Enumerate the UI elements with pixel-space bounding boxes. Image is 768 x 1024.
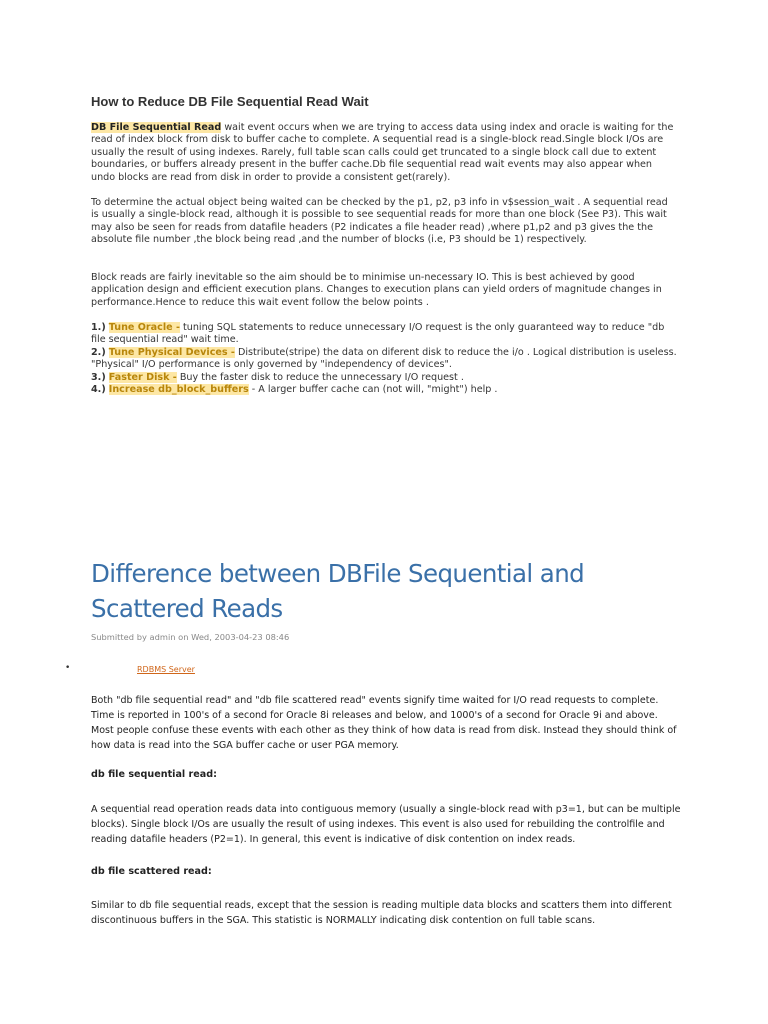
point-label: Increase db_block_buffers	[108, 384, 249, 396]
point-label: Tune Oracle -	[108, 322, 180, 333]
paragraph-intro	[91, 122, 678, 184]
section-heading: Difference between DBFile Sequential and Scattered Reads	[91, 559, 585, 623]
scattered-read-text: Similar to db file sequential reads, except that the session is reading multiple data blocks and scatters them into different discontinuous buffers in the SGA. This statistic is NORMALLY indicating disk contention on full table scans.	[91, 900, 672, 926]
point-text: tuning SQL statements to reduce unnecessary I/O request is the only guaranteed way to reduce "db file sequential read" wait time.	[91, 322, 665, 346]
category-tag-link[interactable]: RDBMS Server	[137, 665, 195, 674]
tuning-point	[91, 372, 678, 384]
point-number: 3.)	[91, 371, 106, 383]
point-label: Faster Disk -	[108, 371, 177, 383]
submitted-meta: Submitted by admin on Wed, 2003-04-23 08:46	[91, 632, 290, 642]
point-text: - A larger buffer cache can (not will, "might") help .	[248, 384, 498, 396]
sequential-read-text: A sequential read operation reads data into contiguous memory (usually a single-block read with p3=1, but can be multiple blocks). Single block I/Os are usually the result of using indexes. This event is also used for rebuilding the controlfile and reading datafile headers (P2=1). In general, this event is indicative of disk contention on index reads.	[91, 804, 681, 845]
article-title: How to Reduce DB File Sequential Read Wait	[91, 94, 369, 109]
tuning-point	[91, 384, 678, 396]
paragraph-determine-text: To determine the actual object being waited can be checked by the p1, p2, p3 info in v$session_wait . A sequential read is usually a single-block read, although it is possible to see sequential reads for more than one block (See P3). This wait may also be seen for reads from datafile headers (P2 indicates a file header read) ,where p1,p2 and p3 gives the the absolute file number ,the block being read ,and the number of blocks (i.e, P3 should be 1) respectively.	[91, 197, 668, 246]
scattered-read-heading: db file scattered read:	[91, 866, 212, 877]
paragraph-intro-text: wait event occurs when we are trying to access data using index and oracle is waiting for the read of index block from disk to buffer cache to complete. A sequential read is a single-block read.Single block I/Os are usually the result of using indexes. Rarely, full table scan calls could get truncated to a single block call due to extent boundaries, or buffers already present in the buffer cache.Db file sequential read wait events may also appear when undo blocks are read from disk in order to provide a consistent get(rarely).	[91, 122, 674, 183]
sequential-read-heading: db file sequential read:	[91, 769, 217, 780]
bullet-icon: •	[65, 663, 71, 673]
highlight-term: DB File Sequential Read	[91, 122, 222, 133]
paragraph-block-reads	[91, 272, 678, 309]
point-label: Tune Physical Devices -	[108, 346, 235, 358]
point-number: 4.)	[91, 384, 106, 396]
point-text: Buy the faster disk to reduce the unnecessary I/O request .	[176, 371, 464, 383]
point-number: 1.)	[91, 322, 106, 333]
tuning-point	[91, 322, 678, 347]
paragraph-block-reads-text: Block reads are fairly inevitable so the aim should be to minimise un-necessary IO. This is best achieved by good application design and efficient execution plans. Changes to execution plans can yield orders of magnitude changes in performance.Hence to reduce this wait event follow the below points .	[91, 272, 662, 308]
point-text: Distribute(stripe) the data on diferent disk to reduce the i/o . Logical distribution is useless. "Physical" I/O performance is only governed by "independency of devices".	[91, 346, 677, 371]
comparison-intro: Both "db file sequential read" and "db file scattered read" events signify time waited for I/O read requests to complete. Time is reported in 100's of a second for Oracle 8i releases and below, and 1000's of a second for Oracle 9i and above. Most people confuse these events with each other as they think of how data is read from disk. Instead they should think of how data is read into the SGA buffer cache or user PGA memory.	[91, 695, 677, 751]
point-number: 2.)	[91, 346, 106, 358]
paragraph-determine	[91, 197, 678, 247]
tuning-point	[91, 347, 678, 372]
tuning-points-list	[91, 322, 678, 396]
